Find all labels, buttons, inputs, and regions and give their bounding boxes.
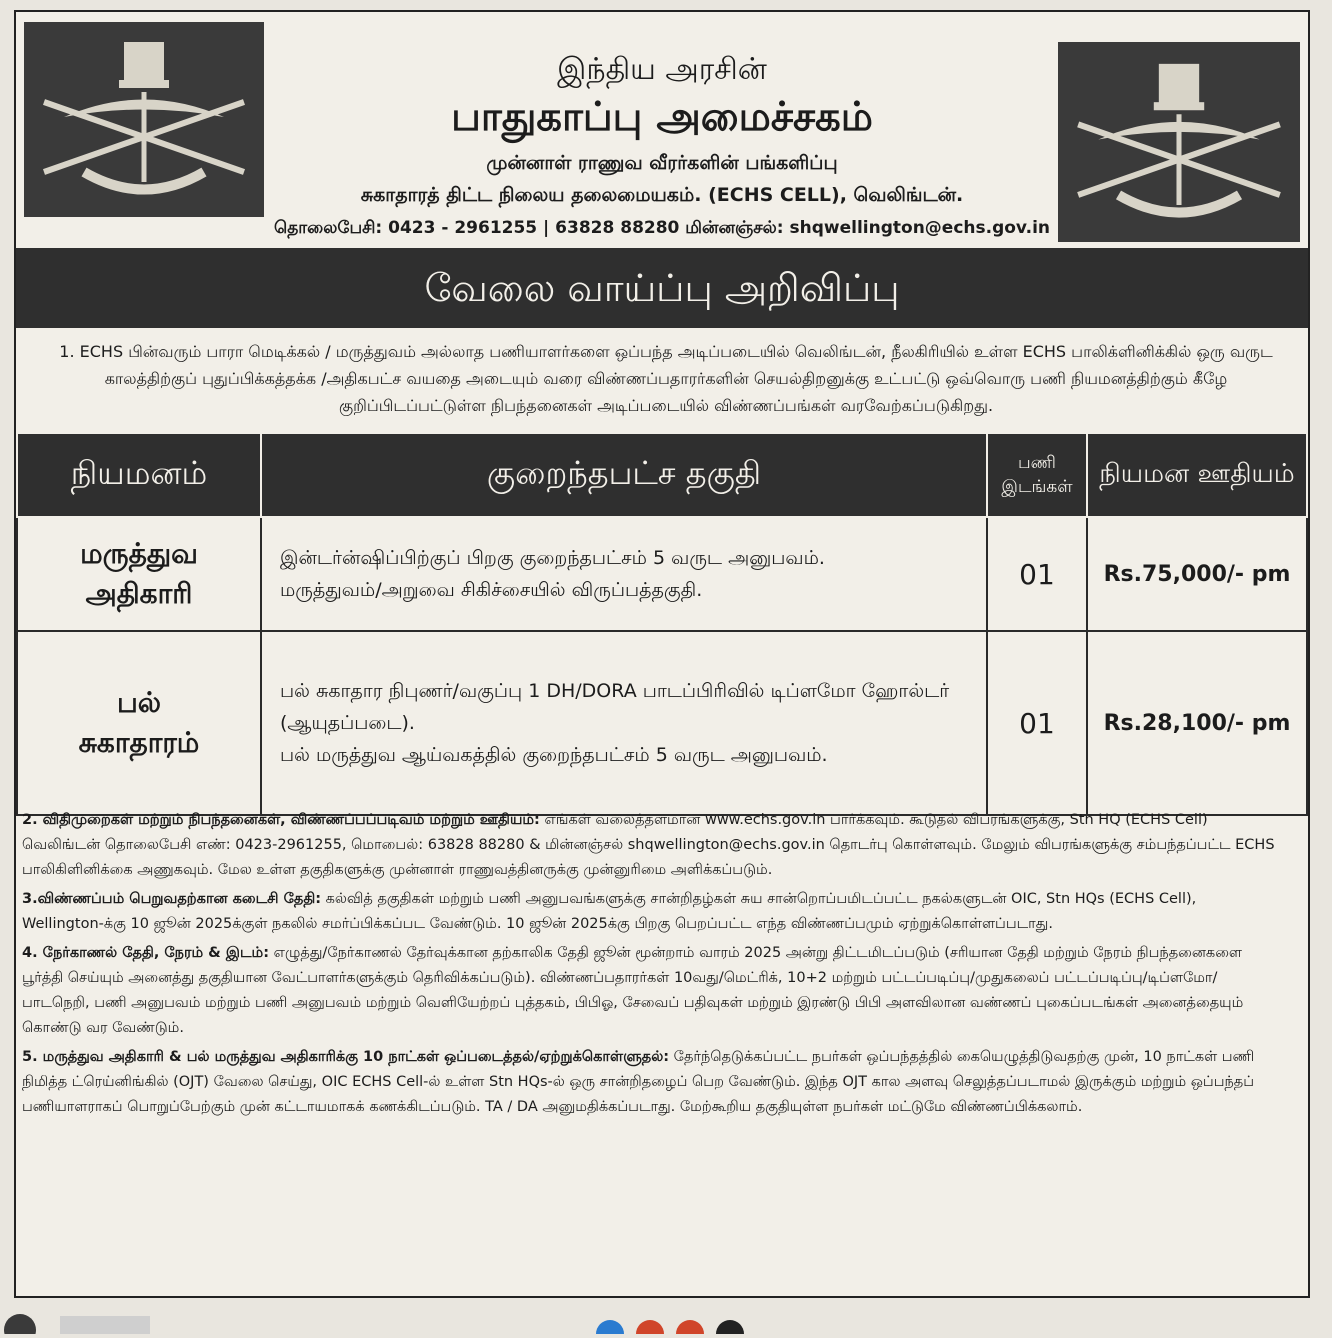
vacancies-cell: 01: [987, 631, 1087, 815]
post-cell: [17, 631, 261, 815]
note-5-body: தேர்ந்தெடுக்கப்பட்ட நபர்கள் ஒப்பந்தத்தில் கையெழுத்திடுவதற்கு முன், 10 நாட்கள் பணி நிமித்த ட்ரெய்னிங்கில் (OJT) வேலை செய்து, OIC ECHS Cell-ல் உள்ள Stn HQs-ல் ஒரு சான்றிதழைப் பெற வேண்டும். இந்த OJT கால அளவு செலுத்தப்படாமல் இருக்கும் மற்றும் ஒப்பந்தப் பணியாளராகப் பொறுப்பேற்கும் முன் கட்டாயமாகக் கணக்கிடப்படும். TA / DA அனுமதிக்கப்படாது. மேற்கூறிய தகுதியுள்ள நபர்கள் மட்டுமே விண்ணப்பிக்கலாம்.: [22, 1049, 1255, 1115]
table-row: [17, 631, 1307, 815]
post-line1: பல்: [116, 686, 162, 719]
post-line2: அதிகாரி: [85, 577, 193, 610]
table-row: [17, 517, 1307, 631]
header-qualification: குறைந்தபட்ச தகுதி: [261, 433, 987, 517]
header-vacancies-line1: பணி: [1018, 453, 1056, 473]
note-3: [22, 887, 1282, 937]
note-5: [22, 1045, 1282, 1120]
header-pay: நியமன ஊதியம்: [1087, 433, 1307, 517]
posts-table: [16, 432, 1308, 816]
qualification-cell: [261, 631, 987, 815]
header-vacancies-line2: இடங்கள்: [1001, 477, 1073, 497]
post-cell: [17, 517, 261, 631]
note-4-heading: 4. நேர்காணல் தேதி, நேரம் & இடம்:: [22, 945, 269, 961]
advertisement-sheet: [14, 10, 1310, 1298]
table-header-row: [17, 433, 1307, 517]
page-bottom-strip: [0, 1300, 1332, 1334]
office-line: சுகாதாரத் திட்ட நிலைய தலைமையகம். (ECHS CELL), வெலிங்டன்.: [360, 184, 964, 206]
post-line2: சுகாதாரம்: [78, 726, 200, 759]
intro-paragraph: 1. ECHS பின்வரும் பாரா மெடிக்கல் / மருத்துவம் அல்லாத பணியாளர்களை ஒப்பந்த அடிப்படையில் வெலிங்டன், நீலகிரியில் உள்ள ECHS பாலிக்ளினிக்கில் ஒரு வருட காலத்திற்குப் புதுப்பிக்கத்தக்க /அதிகபட்ச வயதை அடையும் வரை விண்ணப்பதாரர்களின் செயல்திறனுக்கு உட்பட்டு ஒவ்வொரு பணி நியமனத்திற்கும் கீழே குறிப்பிடப்பட்டுள்ள நிபந்தனைகள் அடிப்படையில் விண்ணப்பங்கள் வரவேற்கப்படுகிறது.: [59, 342, 1273, 415]
note-4: [22, 941, 1282, 1041]
header: [16, 12, 1308, 248]
post-line1: மருத்துவ: [80, 537, 198, 570]
note-3-heading: 3.விண்ணப்பம் பெறுவதற்கான கடைசி தேதி:: [22, 891, 321, 907]
notice-banner: வேலை வாய்ப்பு அறிவிப்பு: [16, 248, 1308, 328]
note-5-heading: 5. மருத்துவ அதிகாரி & பல் மருத்துவ அதிகாரிக்கு 10 நாட்கள் ஒப்படைத்தல்/ஏற்றுக்கொள்ளுதல்:: [22, 1049, 670, 1065]
note-2-heading: 2. விதிமுறைகள் மற்றும் நிபந்தனைகள், விண்ணப்பப்படிவம் மற்றும் ஊதியம்:: [22, 812, 540, 828]
notes-section: [22, 808, 1282, 1124]
pay-cell: Rs.28,100/- pm: [1087, 631, 1307, 815]
note-2-body: எங்கள் வலைத்தளமான www.echs.gov.in பார்க்கவும். கூடுதல் விபரங்களுக்கு, Stn HQ (ECHS Cell) வெலிங்டன் தொலைபேசி எண்: 0423-2961255, மொபைல்: 63828 88280 & மின்னஞ்சல் shqwellington@echs.gov.in தொடர்பு கொள்ளவும். மேலும் விபரங்களுக்கு சம்பந்தப்பட்ட ECHS பாலிகிளினிக்கை அணுகவும். மேல உள்ள தகுதிகளுக்கு முன்னாள் ராணுவத்தினருக்கு முன்னுரிமை அளிக்கப்படும்.: [22, 812, 1275, 878]
header-vacancies: [987, 433, 1087, 517]
note-3-body: கல்வித் தகுதிகள் மற்றும் பணி அனுபவங்களுக்கு சான்றிதழ்கள் சுய சான்றொப்பமிடப்பட்ட நகல்களுடன் OIC, Stn HQs (ECHS Cell), Wellington-க்கு 10 ஜூன் 2025க்குள் நகலில் சமர்ப்பிக்கப்பட வேண்டும். 10 ஜூன் 2025க்கு பிறகு பெறப்பட்ட எந்த விண்ணப்பமும் ஏற்றுக்கொள்ளப்படாது.: [22, 891, 1197, 932]
vacancies-cell: 01: [987, 517, 1087, 631]
contact-line: தொலைபேசி: 0423 - 2961255 | 63828 88280 மின்னஞ்சல்: shqwellington@echs.gov.in: [273, 218, 1051, 238]
pay-cell: Rs.75,000/- pm: [1087, 517, 1307, 631]
note-4-body: எழுத்து/நேர்காணல் தேர்வுக்கான தற்காலிக தேதி ஜூன் மூன்றாம் வாரம் 2025 அன்று திட்டமிடப்படும் (சரியான தேதி மற்றும் நேரம் நிபந்தனைகளை பூர்த்தி செய்யும் அனைத்து தகுதியான வேட்பாளர்களுக்கும் தெரிவிக்கப்படும்). விண்ணப்பதாரர்கள் 10வது/மெட்ரிக், 10+2 மற்றும் பட்டப்படிப்பு/முதுகலைப் பட்டப்படிப்பு/டிப்ளமோ/பாடநெறி, பணி அனுபவம் மற்றும் பணி அனுபவம் மற்றும் வெளியேற்றப் புத்தகம், பிபிஓ, சேவைப் பதிவுகள் மற்றும் இரண்டு பிபி அளவிலான வண்ணப் புகைப்படங்கள் அனைத்தையும் கொண்டு வர வேண்டும்.: [22, 945, 1244, 1036]
qual-line2: மருத்துவம்/அறுவை சிகிச்சையில் விருப்பத்தகுதி.: [280, 579, 703, 601]
scheme-line: முன்னாள் ராணுவ வீரர்களின் பங்களிப்பு: [486, 152, 838, 174]
ministry-title: பாதுகாப்பு அமைச்சகம்: [451, 94, 873, 140]
qualification-cell: [261, 517, 987, 631]
qual-line2: பல் மருத்துவ ஆய்வகத்தில் குறைந்தபட்சம் 5 வருட அனுபவம்.: [280, 744, 828, 766]
govt-title: இந்திய அரசின்: [557, 52, 767, 87]
qual-line1: பல் சுகாதார நிபுணர்/வகுப்பு 1 DH/DORA பாடப்பிரிவில் டிப்ளமோ ஹோல்டர் (ஆயுதப்படை).: [280, 680, 950, 734]
qual-line1: இன்டர்ன்ஷிப்பிற்குப் பிறகு குறைந்தபட்சம் 5 வருட அனுபவம்.: [280, 547, 825, 569]
note-2: [22, 808, 1282, 883]
header-post: நியமனம்: [17, 433, 261, 517]
